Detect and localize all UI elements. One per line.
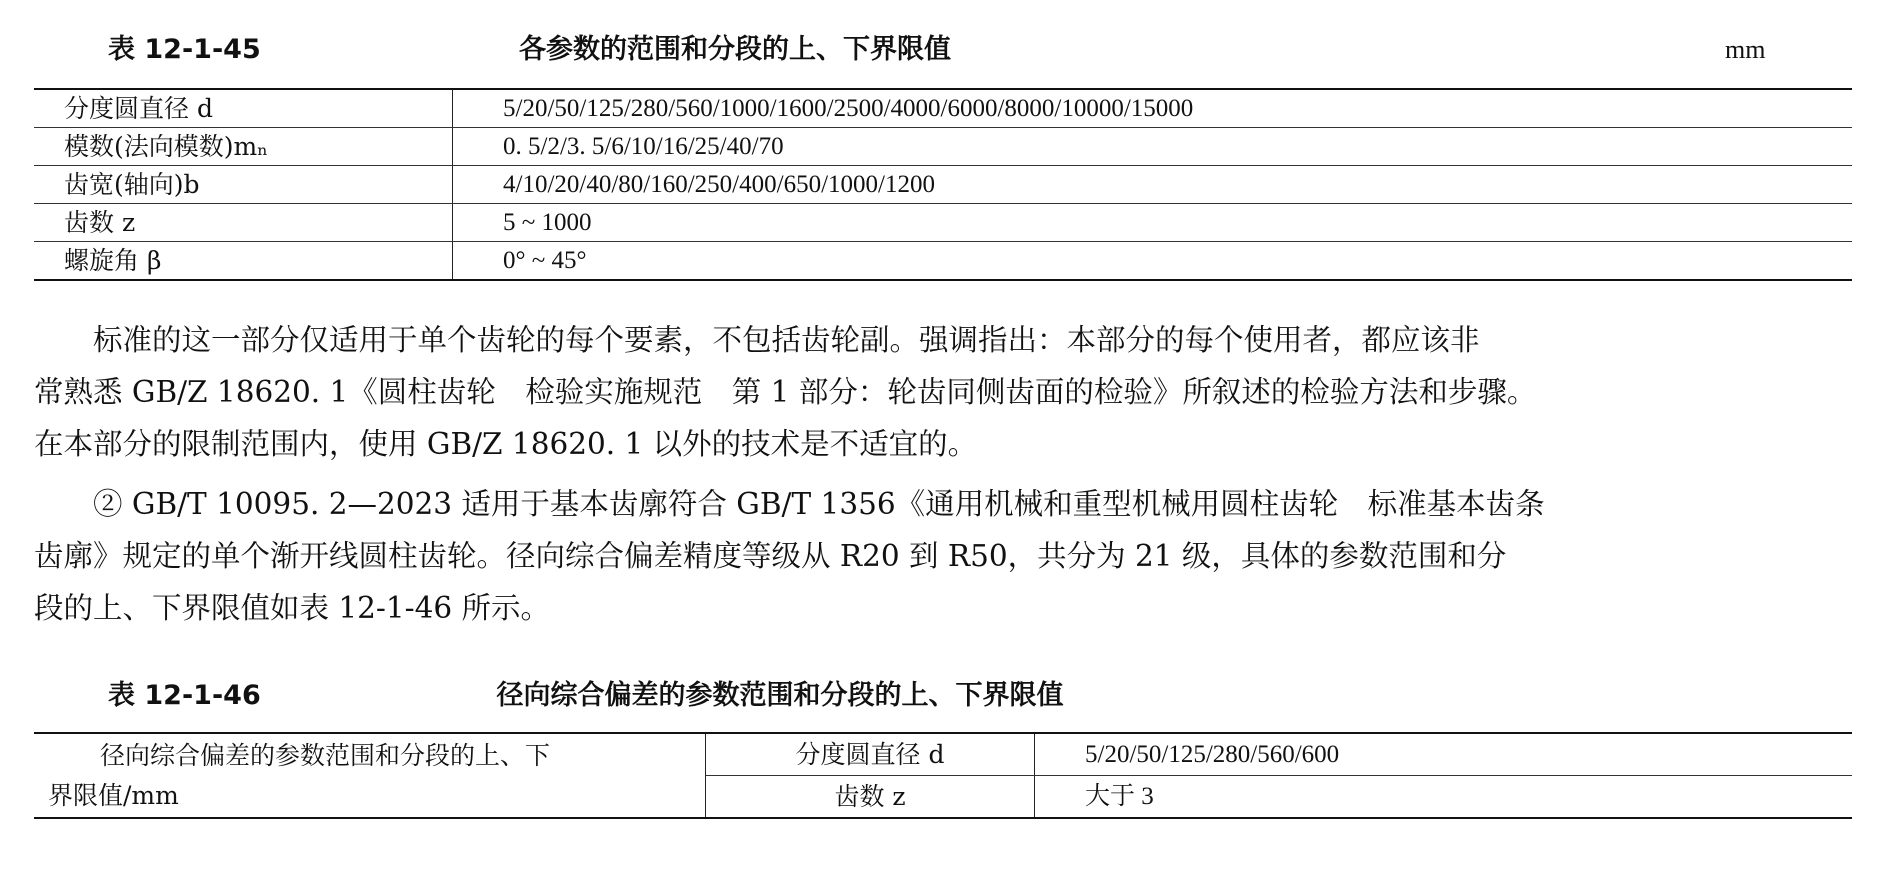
paragraph-line: 常熟悉 GB/Z 18620. 1《圆柱齿轮 检验实施规范 第 1 部分：轮齿同侧齿面的检验》所叙述的检验方法和步骤。 xyxy=(34,375,1537,409)
table-row xyxy=(34,89,1852,128)
description-line: 径向综合偏差的参数范围和分段的上、下 xyxy=(100,740,551,770)
param-cell: 螺旋角 β xyxy=(34,242,453,281)
table-row xyxy=(34,242,1852,281)
paragraph-line: 段的上、下界限值如表 12-1-46 所示。 xyxy=(34,591,551,625)
table-row xyxy=(34,166,1852,204)
param-cell: 齿数 z xyxy=(34,204,453,242)
body-paragraph-1 xyxy=(34,314,1854,470)
value-cell: 5 ~ 1000 xyxy=(453,204,1853,242)
description-cell xyxy=(34,733,706,818)
paragraph-line: 在本部分的限制范围内，使用 GB/Z 18620. 1 以外的技术是不适宜的。 xyxy=(34,427,978,461)
paragraph-line: 标准的这一部分仅适用于单个齿轮的每个要素，不包括齿轮副。强调指出：本部分的每个使用者，都应该非 xyxy=(34,323,1480,357)
param-cell: 分度圆直径 d xyxy=(34,89,453,128)
param-cell: 齿数 z xyxy=(706,776,1035,819)
value-cell: 5/20/50/125/280/560/600 xyxy=(1035,733,1853,776)
value-cell: 0. 5/2/3. 5/6/10/16/25/40/70 xyxy=(453,128,1853,166)
table-title: 各参数的范围和分段的上、下界限值 xyxy=(519,34,951,65)
paragraph-line: ② GB/T 10095. 2—2023 适用于基本齿廓符合 GB/T 1356《通用机械和重型机械用圆柱齿轮 标准基本齿条 xyxy=(34,487,1545,521)
table-row xyxy=(34,128,1852,166)
value-cell: 0° ~ 45° xyxy=(503,246,587,274)
table-title: 径向综合偏差的参数范围和分段的上、下界限值 xyxy=(496,680,1064,711)
radial-deviation-range-table xyxy=(34,732,1852,819)
table-number: 表 12-1-46 xyxy=(108,680,261,711)
param-cell: 分度圆直径 d xyxy=(706,733,1035,776)
value-cell: 4/10/20/40/80/160/250/400/650/1000/1200 xyxy=(453,166,1853,204)
parameter-range-table xyxy=(34,88,1852,281)
value-cell: 5/20/50/125/280/560/1000/1600/2500/4000/6000/8000/10000/15000 xyxy=(453,89,1853,128)
paragraph-line: 齿廓》规定的单个渐开线圆柱齿轮。径向综合偏差精度等级从 R20 到 R50，共分为 21 级，具体的参数范围和分 xyxy=(34,539,1507,573)
value-cell: 大于 3 xyxy=(1085,782,1154,810)
table-row xyxy=(34,204,1852,242)
param-cell: 模数(法向模数)mₙ xyxy=(34,128,453,166)
table-number: 表 12-1-45 xyxy=(108,34,261,65)
body-paragraph-2 xyxy=(34,478,1854,634)
description-line: 界限值/mm xyxy=(48,780,179,810)
table-unit: mm xyxy=(1725,35,1766,64)
param-cell: 齿宽(轴向)b xyxy=(34,166,453,204)
table-row xyxy=(34,733,1852,776)
